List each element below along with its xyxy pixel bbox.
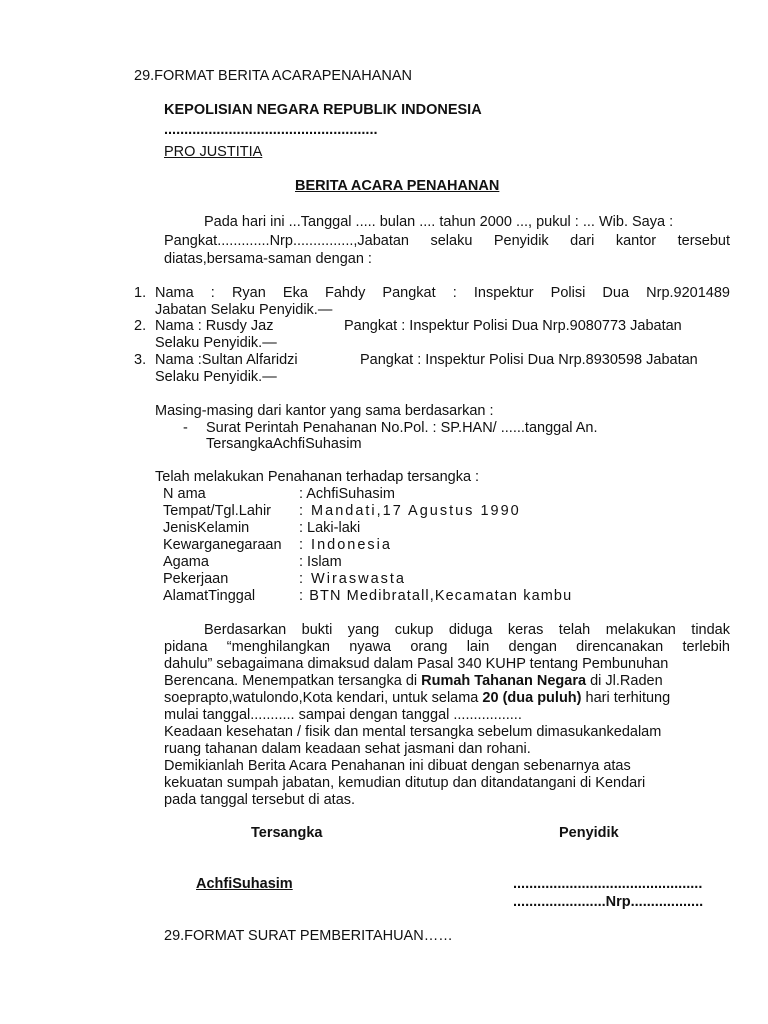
section-heading: 29.FORMAT BERITA ACARAPENAHANAN xyxy=(134,68,412,84)
detention-duration: 20 (dua puluh) xyxy=(482,690,582,706)
body-line-3: dahulu” sebagaimana dimaksud dalam Pasal 340 KUHP tentang Pembunuhan xyxy=(164,656,669,672)
signature-left-title: Tersangka xyxy=(251,825,323,841)
officer-3-line-2: Selaku Penyidik.— xyxy=(155,369,277,385)
field-value-nationality: : Indonesia xyxy=(299,537,392,553)
officer-1-line-2: Jabatan Selaku Penyidik.— xyxy=(155,302,333,318)
detention-center: Rumah Tahanan Negara xyxy=(421,673,587,689)
body-line-4 xyxy=(164,673,663,690)
intro-line-1: Pada hari ini ...Tanggal ..... bulan .... tahun 2000 ..., pukul : ... Wib. Saya : xyxy=(204,214,674,230)
officer-3-name: Nama :Sultan Alfaridzi xyxy=(155,352,298,368)
body-line-8: ruang tahanan dalam keadaan sehat jasmani dan rohani. xyxy=(164,741,531,757)
institution-name: KEPOLISIAN NEGARA REPUBLIK INDONESIA xyxy=(164,102,482,118)
body-line-5 xyxy=(164,690,670,707)
body-line-9: Demikianlah Berita Acara Penahanan ini dibuat dengan sebenarnya atas xyxy=(164,758,631,774)
field-value-religion: : Islam xyxy=(299,554,342,570)
signature-right-title: Penyidik xyxy=(559,825,619,841)
officer-2-line-2: Selaku Penyidik.— xyxy=(155,335,277,351)
field-label-nationality: Kewarganegaraan xyxy=(163,537,282,553)
field-label-name: N ama xyxy=(163,486,206,502)
officer-3-number: 3. xyxy=(134,352,147,368)
body-line-11: pada tanggal tersebut di atas. xyxy=(164,792,356,808)
body-line-2: pidana “menghilangkan nyawa orang lain dengan direncanakan terlebih xyxy=(164,639,730,655)
intro-line-3: diatas,bersama-saman dengan : xyxy=(164,251,372,267)
field-label-address: AlamatTinggal xyxy=(163,588,256,604)
field-value-occupation: : Wiraswasta xyxy=(299,571,406,587)
document-title: BERITA ACARA PENAHANAN xyxy=(295,178,500,194)
officer-2-rank: Pangkat : Inspektur Polisi Dua Nrp.9080773 Jabatan xyxy=(344,318,682,334)
signature-left-name: AchfiSuhasim xyxy=(196,876,293,892)
officer-2-name: Nama : Rusdy Jaz xyxy=(155,318,274,334)
officer-3-rank: Pangkat : Inspektur Polisi Dua Nrp.8930598 Jabatan xyxy=(360,352,698,368)
suspect-intro: Telah melakukan Penahanan terhadap tersangka : xyxy=(155,469,480,485)
field-value-gender: : Laki-laki xyxy=(299,520,361,536)
body-line-7: Keadaan kesehatan / fisik dan mental tersangka sebelum dimasukankedalam xyxy=(164,724,662,740)
basis-item-line-1: Surat Perintah Penahanan No.Pol. : SP.HAN/ ......tanggal An. xyxy=(206,420,598,436)
signature-right-line-2: .......................Nrp.................. xyxy=(513,894,704,910)
intro-line-2: Pangkat.............Nrp...............,Jabatan selaku Penyidik dari kantor tersebut xyxy=(164,233,730,249)
body-line-1: Berdasarkan bukti yang cukup diduga keras telah melakukan tindak xyxy=(204,622,730,638)
body-line-4-c: di Jl.Raden xyxy=(586,673,663,689)
institution-dots: ..................................................... xyxy=(164,122,378,138)
officer-2-number: 2. xyxy=(134,318,147,334)
body-line-10: kekuatan sumpah jabatan, kemudian ditutup dan ditandatangani di Kendari xyxy=(164,775,646,791)
officer-1-number: 1. xyxy=(134,285,147,301)
basis-intro: Masing-masing dari kantor yang sama berdasarkan : xyxy=(155,403,494,419)
body-line-5-a: soeprapto,watulondo,Kota kendari, untuk selama xyxy=(164,690,483,706)
body-line-4-a: Berencana. Menempatkan tersangka di xyxy=(164,673,422,689)
field-value-address: : BTN Medibratall,Kecamatan kambu xyxy=(299,588,573,604)
body-line-6: mulai tanggal........... sampai dengan tanggal ................. xyxy=(164,707,522,723)
field-value-birth: : Mandati,17 Agustus 1990 xyxy=(299,503,521,519)
field-value-name: : AchfiSuhasim xyxy=(299,486,395,502)
field-label-gender: JenisKelamin xyxy=(163,520,250,536)
signature-right-line-1: ............................................... xyxy=(513,876,703,892)
next-section-heading: 29.FORMAT SURAT PEMBERITAHUAN…… xyxy=(164,928,453,944)
field-label-occupation: Pekerjaan xyxy=(163,571,229,587)
basis-item-line-2: TersangkaAchfiSuhasim xyxy=(206,436,362,452)
officer-1-line-1: Nama : Ryan Eka Fahdy Pangkat : Inspektur Polisi Dua Nrp.9201489 xyxy=(155,285,730,301)
basis-dash: - xyxy=(183,420,188,436)
body-line-5-c: hari terhitung xyxy=(581,690,671,706)
pro-justitia: PRO JUSTITIA xyxy=(164,144,263,160)
field-label-religion: Agama xyxy=(163,554,209,570)
field-label-birth: Tempat/Tgl.Lahir xyxy=(163,503,271,519)
